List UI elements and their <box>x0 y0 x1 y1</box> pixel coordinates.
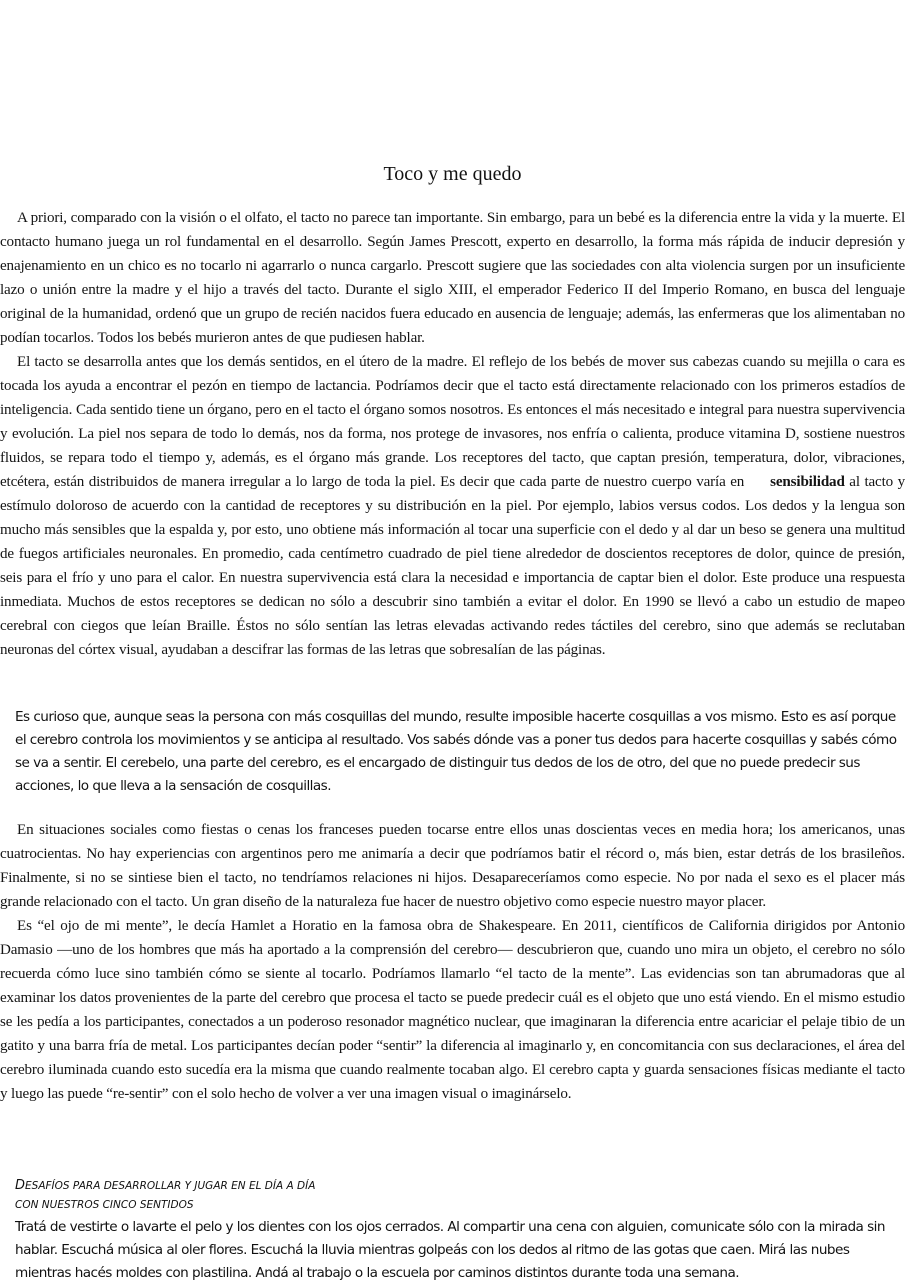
challenges-section <box>15 1176 905 1285</box>
bold-keyword-sensibilidad: sensibilidad <box>770 474 845 490</box>
heading-line-one: ESAFÍOS PARA DESARROLLAR Y JUGAR EN EL DÍA A DÍA <box>25 1180 316 1192</box>
paragraph-social-touch: En situaciones sociales como fiestas o cenas los franceses pueden tocarse entre ellos unas doscientas veces en media hora; los americanos, unas cuatrocientas. No hay experiencias con argentinos pero me animaría a decir que podríamos batir el récord o, más bien, estar detrás de los brasileños. Finalmente, si no se sintiese bien el tacto, no tendríamos relaciones ni hijos. Desapareceríamos como especie. No por nada el sexo es el placer más grande relacionado con el tacto. Un gran diseño de la naturaleza fue hacer de nuestro objetivo como especie nuestro mayor placer. <box>0 822 905 910</box>
paragraph-text-before-bold: El tacto se desarrolla antes que los demás sentidos, en el útero de la madre. El reflejo de los bebés de mover sus cabezas cuando su mejilla o cara es tocada los ayuda a encontrar el pezón en tiempo de lactancia. Podríamos decir que el tacto está directamente relacionado con los primeros estadíos de inteligencia. Cada sentido tiene un órgano, pero en el tacto el órgano somos nosotros. Es entonces el más necesitado e integral para nuestra supervivencia y evolución. La piel nos separa de todo lo demás, nos da forma, nos protege de invasores, nos enfría o calienta, produce vitamina D, sostiene nuestros fluidos, se repara todo el tiempo y, además, es el órgano más grande. Los receptores del tacto, que captan presión, temperatura, dolor, vibraciones, etcétera, están distribuidos de manera irregular a lo largo de toda la piel. Es decir que cada parte de nuestro cuerpo varía en <box>0 354 905 490</box>
paragraph-text-after-bold: al tacto y estímulo doloroso de acuerdo con la cantidad de receptores y su distribución en la piel. Por ejemplo, labios versus codos. Los dedos y la lengua son mucho más sensibles que la espalda y, por esto, uno obtiene más información al tocar una superficie con el dedo y al dar un beso se genera una multitud de fuegos artificiales neuronales. En promedio, cada centímetro cuadrado de piel tiene alrededor de doscientos receptores de dolor, quince de presión, seis para el frío y uno para el calor. En nuestra supervivencia está clara la necesidad e importancia de captar bien el dolor. Este produce una respuesta inmediata. Muchos de estos receptores se dedican no sólo a descubrir sino también a evitar el dolor. En 1990 se llevó a cabo un estudio de mapeo cerebral con ciegos que leían Braille. Éstos no sólo sentían las letras elevadas activando redes táctiles del cerebro, sino que además se reclutaban neuronas del córtex visual, ayudaban a descifrar las formas de las letras que sobresalían de las páginas. <box>0 474 905 658</box>
paragraph-infant-touch: A priori, comparado con la visión o el olfato, el tacto no parece tan importante. Sin embargo, para un bebé es la diferencia entre la vida y la muerte. El contacto humano juega un rol fundamental en el desarrollo. Según James Prescott, experto en desarrollo, la forma más rápida de inducir depresión y enajenamiento en un chico es no tocarlo ni agarrarlo o nunca cargarlo. Prescott sugiere que las sociedades con alta violencia surgen por un insuficiente lazo o unión entre la madre y el hijo a través del tacto. Durante el siglo XIII, el emperador Federico II del Imperio Romano, en busca del lenguaje original de la humanidad, ordenó que un grupo de recién nacidos fuera educado en ausencia de lenguaje; además, las enfermeras que los alimentaban no podían tocarlos. Todos los bebés murieron antes de que pudiesen hablar. <box>0 210 905 346</box>
challenges-heading <box>15 1176 905 1215</box>
heading-initial-cap: D <box>15 1178 26 1193</box>
section-two <box>0 818 905 1106</box>
challenges-body: Tratá de vestirte o lavarte el pelo y los dientes con los ojos cerrados. Al compartir una cena con alguien, comunicate sólo con la mirada sin hablar. Escuchá música al oler flores. Escuchá la lluvia mientras golpeás con los dedos al ritmo de las gotas que caen. Mirá las nubes mientras hacés moldes con plastilina. Andá al trabajo o la escuela por caminos distintos durante toda una semana. <box>15 1219 885 1281</box>
section-one <box>0 206 905 662</box>
paragraph-touch-development <box>0 350 905 662</box>
heading-line-two: CON NUESTROS CINCO SENTIDOS <box>15 1199 194 1211</box>
page-title: Toco y me quedo <box>383 163 522 185</box>
callout-text: Es curioso que, aunque seas la persona con más cosquillas del mundo, resulte imposible hacerte cosquillas a vos mismo. Esto es así porque el cerebro controla los movimientos y se anticipa al resultado. Vos sabés dónde vas a poner tus dedos para hacerte cosquillas y sabés cómo se va a sentir. El cerebelo, una parte del cerebro, es el encargado de distinguir tus dedos de los de otro, del que no puede predecir sus acciones, lo que lleva a la sensación de cosquillas. <box>15 709 897 794</box>
paragraph-mind-touch: Es “el ojo de mi mente”, le decía Hamlet a Horatio en la famosa obra de Shakespeare. En 2011, científicos de California dirigidos por Antonio Damasio —uno de los hombres que más ha aportado a la comprensión del cerebro— descubrieron que, cuando uno mira un objeto, el cerebro no sólo recuerda cómo luce sino también cómo se siente al tocarlo. Podríamos llamarlo “el tacto de la mente”. Las evidencias son tan abrumadoras que al examinar los datos provenientes de la parte del cerebro que procesa el tacto se puede predecir cuál es el objeto que uno está viendo. En el mismo estudio se les pedía a los participantes, conectados a un poderoso resonador magnético nuclear, que imaginaran la diferencia entre acariciar el pelaje tibio de un gatito y una barra fría de metal. Los participantes decían poder “sentir” la diferencia al imaginarlo y, en concomitancia con sus declaraciones, el área del cerebro iluminada cuando esto sucedía era la misma que cuando realmente tocaban algo. El cerebro capta y guarda sensaciones físicas mediante el tacto y luego las puede “re-sentir” con el solo hecho de volver a ver una imagen visual o imaginárselo. <box>0 918 905 1102</box>
tickle-callout-box <box>15 706 903 798</box>
